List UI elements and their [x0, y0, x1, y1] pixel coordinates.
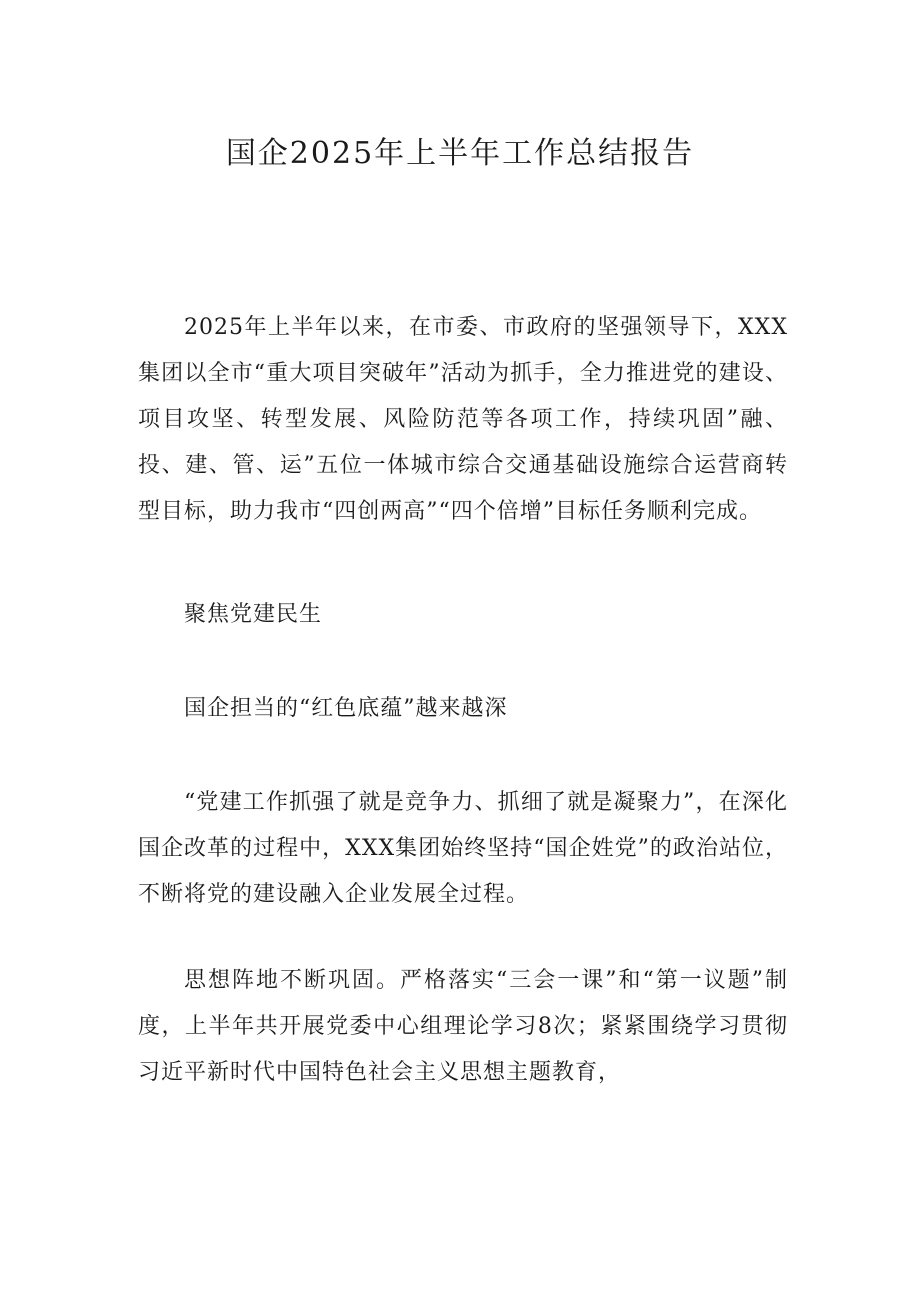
- party-building-paragraph: “党建工作抓强了就是竞争力、抓细了就是凝聚力”，在深化国企改革的过程中，XXX集团始终坚持“国企姓党”的政治站位，不断将党的建设融入企业发展全过程。: [138, 790, 788, 907]
- section-heading: 聚焦党建民生: [184, 602, 323, 627]
- document-title: 国企2025年上半年工作总结报告: [225, 136, 695, 171]
- intro-paragraph: 2025年上半年以来，在市委、市政府的坚强领导下，XXX集团以全市“重大项目突破年”活动为抓手，全力推进党的建设、项目攻坚、转型发展、风险防范等各项工作，持续巩固”融、投、建、管、运”五位一体城市综合交通基础设施综合运营商转型目标，助力我市“四创两高”“四个倍增”目标任务顺利完成。: [138, 315, 788, 524]
- section-subheading: 国企担当的“红色底蕴”越来越深: [184, 696, 508, 721]
- ideology-paragraph: 思想阵地不断巩固。严格落实“三会一课”和“第一议题”制度，上半年共开展党委中心组理论学习8次；紧紧围绕学习贯彻习近平新时代中国特色社会主义思想主题教育，: [138, 968, 788, 1085]
